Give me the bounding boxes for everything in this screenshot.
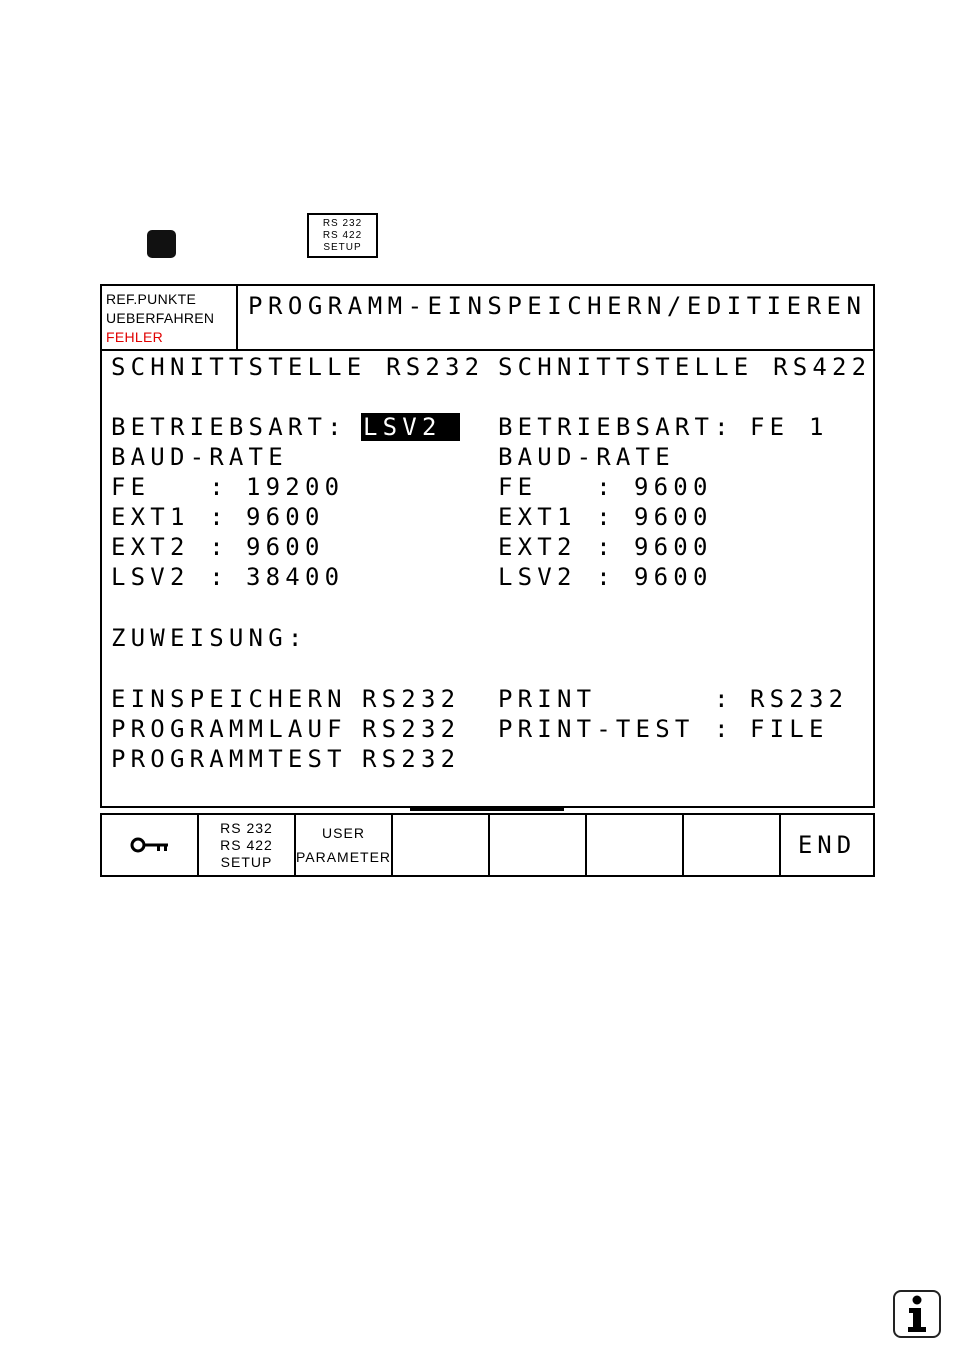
empty-softkey-7[interactable] xyxy=(684,815,781,875)
rs422-heading: SCHNITTSTELLE RS422 xyxy=(498,353,872,381)
mode-title: PROGRAMM-EINSPEICHERN/EDITIEREN xyxy=(248,292,867,320)
screen-header xyxy=(102,286,873,351)
softkey-bar xyxy=(100,813,875,877)
status-traverse: UEBERFAHREN xyxy=(106,310,215,326)
empty-softkey-6[interactable] xyxy=(587,815,684,875)
status-error: FEHLER xyxy=(106,329,164,345)
softkey-line: SETUP xyxy=(220,853,273,870)
assign-store-label: EINSPEICHERN xyxy=(111,685,347,713)
status-panel xyxy=(102,286,238,349)
mod-key-icon xyxy=(147,230,176,258)
status-ref-points: REF.PUNKTE xyxy=(106,291,197,307)
assign-test-value[interactable]: RS232 xyxy=(362,745,461,773)
key-softkey[interactable] xyxy=(102,815,199,875)
rs422-baud-ext2-value[interactable]: 9600 xyxy=(634,533,713,561)
key-icon xyxy=(130,835,170,855)
rs422-baud-ext1-label: EXT1 : xyxy=(498,503,616,531)
end-label: END xyxy=(797,831,857,859)
rs232-heading: SCHNITTSTELLE RS232 xyxy=(111,353,485,381)
assign-run-value[interactable]: RS232 xyxy=(362,715,461,743)
assign-printtest-value[interactable]: FILE xyxy=(750,715,829,743)
rs422-baud-fe-value[interactable]: 9600 xyxy=(634,473,713,501)
softkey-line: PARAMETER xyxy=(295,849,392,865)
assign-printtest-label: PRINT-TEST : xyxy=(498,715,734,743)
softkey-row-indicator xyxy=(410,808,564,811)
assign-print-label: PRINT : xyxy=(498,685,734,713)
rs422-baud-ext1-value[interactable]: 9600 xyxy=(634,503,713,531)
softkey-line: RS 232 xyxy=(220,819,273,836)
rs232-baud-ext1-label: EXT1 : xyxy=(111,503,229,531)
rs422-baud-fe-label: FE : xyxy=(498,473,616,501)
empty-softkey-5[interactable] xyxy=(490,815,587,875)
rs232-baud-label: BAUD-RATE xyxy=(111,443,288,471)
rs-setup-softkey-reference xyxy=(307,213,378,258)
rs232-baud-ext2-label: EXT2 : xyxy=(111,533,229,561)
rs-setup-softkey[interactable] xyxy=(199,815,296,875)
assignment-label: ZUWEISUNG: xyxy=(111,624,308,652)
rs232-baud-ext1-value[interactable]: 9600 xyxy=(246,503,325,531)
rs232-baud-lsv2-value[interactable]: 38400 xyxy=(246,563,345,591)
rs232-mode-field[interactable]: LSV2 xyxy=(361,413,460,441)
softkey-line: RS 422 xyxy=(220,836,273,853)
mini-softkey-line: SETUP xyxy=(323,241,362,253)
rs232-baud-lsv2-label: LSV2 : xyxy=(111,563,229,591)
mini-softkey-line: RS 232 xyxy=(322,217,363,229)
rs422-baud-lsv2-value[interactable]: 9600 xyxy=(634,563,713,591)
assign-store-value[interactable]: RS232 xyxy=(362,685,461,713)
info-icon xyxy=(893,1290,941,1338)
end-softkey[interactable] xyxy=(781,815,873,875)
rs232-baud-ext2-value[interactable]: 9600 xyxy=(246,533,325,561)
rs422-baud-label: BAUD-RATE xyxy=(498,443,675,471)
empty-softkey-4[interactable] xyxy=(393,815,490,875)
rs232-mode-label: BETRIEBSART: xyxy=(111,413,347,441)
assign-run-label: PROGRAMMLAUF xyxy=(111,715,347,743)
rs232-baud-fe-value[interactable]: 19200 xyxy=(246,473,345,501)
rs422-mode-field[interactable]: FE 1 xyxy=(750,413,829,441)
assign-print-value[interactable]: RS232 xyxy=(750,685,849,713)
rs422-baud-lsv2-label: LSV2 : xyxy=(498,563,616,591)
rs422-mode-label: BETRIEBSART: xyxy=(498,413,734,441)
user-parameter-softkey[interactable] xyxy=(296,815,393,875)
rs232-baud-fe-label: FE : xyxy=(111,473,229,501)
softkey-line: USER xyxy=(322,825,365,841)
assign-test-label: PROGRAMMTEST xyxy=(111,745,347,773)
rs422-baud-ext2-label: EXT2 : xyxy=(498,533,616,561)
mini-softkey-line: RS 422 xyxy=(322,229,363,241)
